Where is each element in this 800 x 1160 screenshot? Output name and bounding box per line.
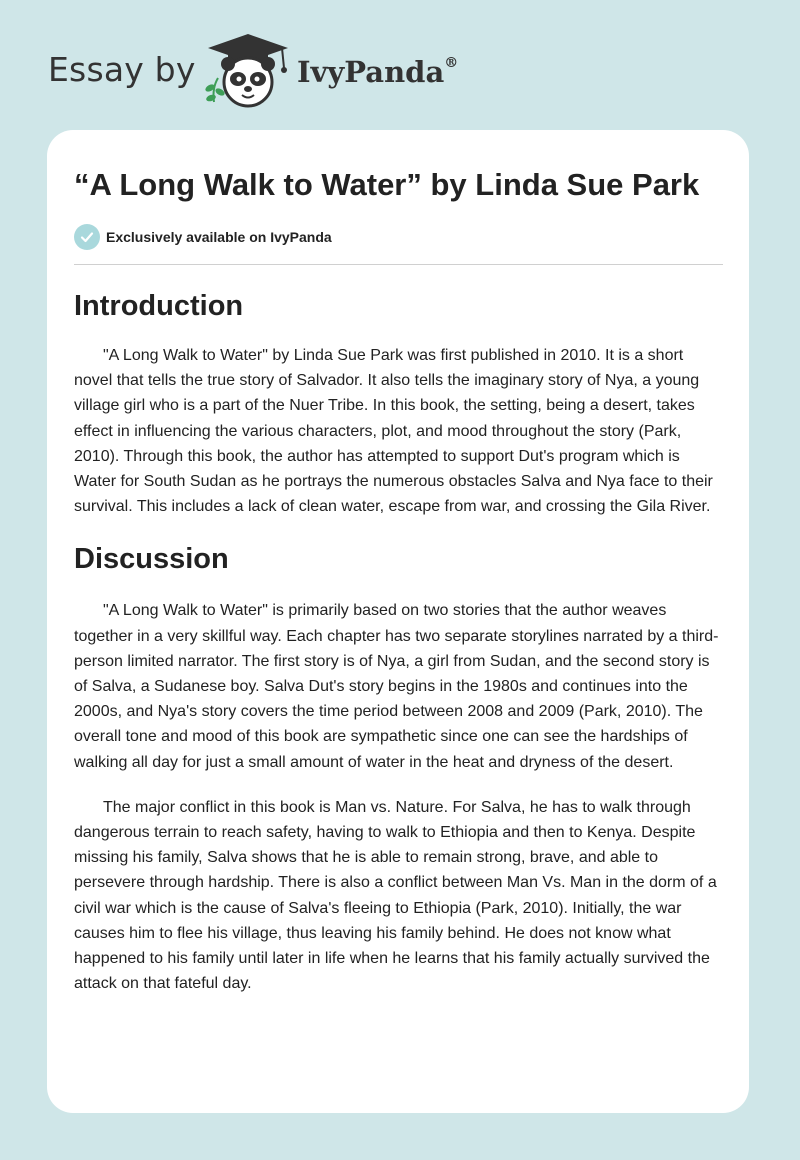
essay-by-label: Essay by <box>48 50 196 89</box>
paragraph: "A Long Walk to Water" by Linda Sue Park was first published in 2010. It is a short novel that tells the true story of Salvador. It also tells the imaginary story of Nya, a young village girl who is a part of the Nuer Tribe. In this book, the setting, being a desert, takes effect in influencing the various characters, plot, and mood throughout the story (Park, 2010). Through this book, the author has attempted to support Dut's program which is Water for South Sudan as he portrays the numerous obstacles Salva and Nya face to their survival. This includes a lack of clean water, escape from war, and crossing the Gila River. <box>74 347 713 516</box>
paragraph: The major conflict in this book is Man vs. Nature. For Salva, he has to walk through dangerous terrain to reach safety, having to walk to Ethiopia and then to Kenya. Despite missing his family, Salva shows that he is able to remain strong, brave, and able to persevere through hardship. There is also a conflict between Man Vs. Man in the dorm of a civil war which is the cause of Salva's fleeing to Ethiopia (Park, 2010). Initially, the war causes him to flee his village, thus leaving his family behind. He does not know what happened to his family until later in life when he learns that his family actually survived the attack on that fateful day. <box>74 798 717 993</box>
exclusive-badge <box>74 224 723 250</box>
exclusive-badge-text: Exclusively available on IvyPanda <box>106 229 332 245</box>
site-header <box>0 0 800 130</box>
registered-mark: ® <box>444 55 459 72</box>
divider <box>74 264 723 265</box>
brand-text: IvyPanda <box>297 55 445 89</box>
check-icon <box>74 224 100 250</box>
section-heading-discussion: Discussion <box>74 543 229 576</box>
panda-logo-icon[interactable] <box>198 32 294 112</box>
brand-name[interactable] <box>297 55 458 89</box>
section-heading-introduction: Introduction <box>74 290 244 322</box>
essay-title: “A Long Walk to Water” by Linda Sue Park <box>74 167 700 202</box>
paragraph: "A Long Walk to Water" is primarily based on two stories that the author weaves together in a very skillful way. Each chapter has two separate storylines narrated by a third-person limited narrator. The first story is of Nya, a girl from Sudan, and the second story is of Salva, a Sudanese boy. Salva Dut's story begins in the 1980s and continues into the 2000s, and Nya's story covers the time period between 2008 and 2009 (Park, 2010). The overall tone and mood of this book are sympathetic since one can see the hardships of walking all day for just a small amount of water in the heat and dryness of the desert. <box>74 602 719 771</box>
essay-card <box>47 130 749 1113</box>
